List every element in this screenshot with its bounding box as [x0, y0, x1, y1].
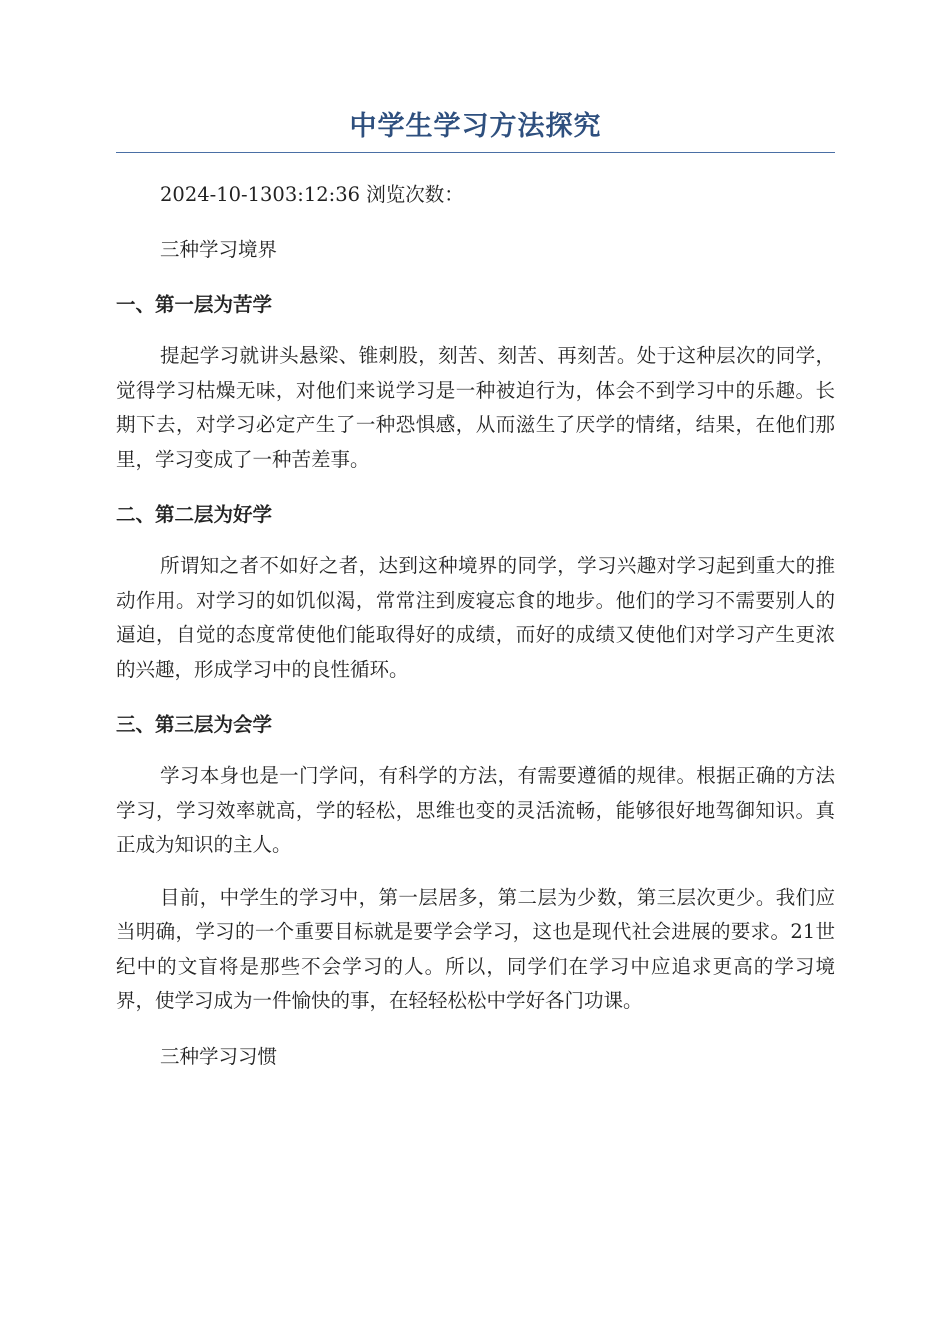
document-title: 中学生学习方法探究 [116, 108, 835, 153]
meta-line: 2024-10-1303:12:36 浏览次数： [160, 183, 464, 206]
document-page [116, 108, 835, 1074]
section-heading-1: 一、第一层为苦学 [116, 293, 273, 316]
section-heading-2: 二、第二层为好学 [116, 503, 273, 526]
section-paragraph-3: 学习本身也是一门学问，有科学的方法，有需要遵循的规律。根据正确的方法学习，学习效率就高，学的轻松，思维也变的灵活流畅，能够很好地驾御知识。真正成为知识的主人。 [116, 764, 835, 856]
section-heading-3: 三、第三层为会学 [116, 713, 273, 736]
sub-heading-learning-habits: 三种学习习惯 [160, 1044, 278, 1068]
section-paragraph-2: 所谓知之者不如好之者，达到这种境界的同学，学习兴趣对学习起到重大的推动作用。对学习的如饥似渴，常常注到废寝忘食的地步。他们的学习不需要别人的逼迫，自觉的态度常使他们能取得好的成绩，而好的成绩又使他们对学习产生更浓的兴趣，形成学习中的良性循环。 [116, 554, 835, 681]
sub-heading-learning-realms: 三种学习境界 [160, 238, 278, 261]
summary-paragraph: 目前，中学生的学习中，第一层居多，第二层为少数，第三层次更少。我们应当明确，学习的一个重要目标就是要学会学习，这也是现代社会进展的要求。21世纪中的文盲将是那些不会学习的人。所以，同学们在学习中应追求更高的学习境界，使学习成为一件愉快的事，在轻轻松松中学好各门功课。 [116, 885, 835, 1012]
section-paragraph-1: 提起学习就讲头悬梁、锥刺股，刻苦、刻苦、再刻苦。处于这种层次的同学，觉得学习枯燥无味，对他们来说学习是一种被迫行为，体会不到学习中的乐趣。长期下去，对学习必定产生了一种恐惧感，从而滋生了厌学的情绪，结果，在他们那里，学习变成了一种苦差事。 [116, 344, 835, 471]
